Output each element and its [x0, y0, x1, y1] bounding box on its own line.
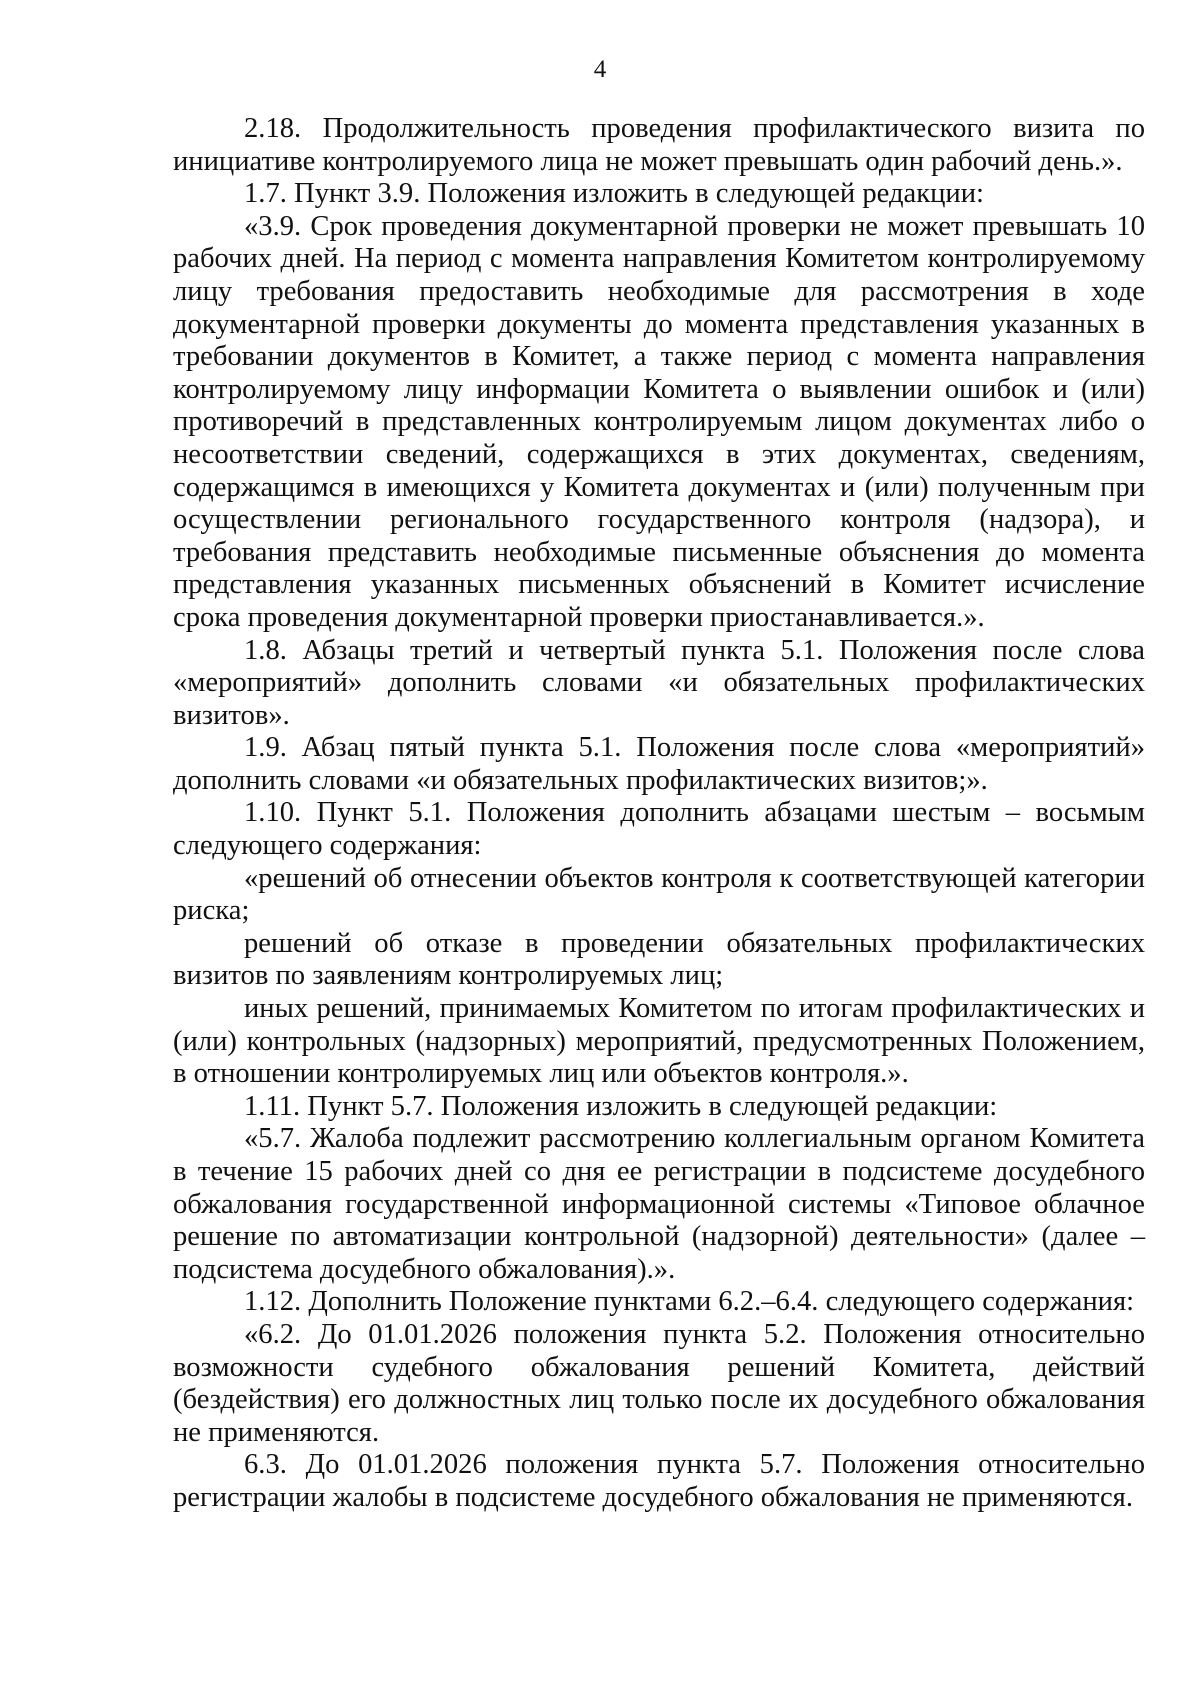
paragraph-3-9: «3.9. Срок проведения документарной проверки не может превышать 10 рабочих дней. На период с момента направления Комитетом контролируемому лицу требования предоставить необходимые для рассмотрения в ходе документарной проверки документы до момента представления указанных в требовании документов в Комитет, а также период с момента направления контролируемому лицу информации Комитета о выявлении ошибок и (или) противоречий в представленных контролируемым лицом документах либо о несоответствии сведений, содержащихся в этих документах, сведениям, содержащимся в имеющихся у Комитета документах и (или) полученным при осуществлении регионального государственного контроля (надзора), и требования представить необходимые письменные объяснения до момента представления указанных письменных объяснений в Комитет исчисление срока проведения документарной проверки приостанавливается.».: [173, 210, 1145, 633]
paragraph-1-11: 1.11. Пункт 5.7. Положения изложить в следующей редакции:: [244, 1090, 998, 1122]
document-body: [173, 113, 1145, 1515]
paragraph-1-10-item-2: решений об отказе в проведении обязательных профилактических визитов по заявлениям контролируемых лиц;: [173, 927, 1145, 992]
paragraph-1-8: 1.8. Абзацы третий и четвертый пункта 5.1. Положения после слова «мероприятий» дополнить словами «и обязательных профилактических визитов».: [173, 634, 1145, 731]
paragraph-1-10-item-1: «решений об отнесении объектов контроля к соответствующей категории риска;: [173, 862, 1145, 927]
paragraph-6-2: «6.2. До 01.01.2026 положения пункта 5.2. Положения относительно возможности судебного обжалования решений Комитета, действий (бездействия) его должностных лиц только после их досудебного обжалования не применяются.: [173, 1318, 1145, 1448]
paragraph-1-12: 1.12. Дополнить Положение пунктами 6.2.–6.4. следующего содержания:: [244, 1286, 1135, 1318]
paragraph-1-9: 1.9. Абзац пятый пункта 5.1. Положения после слова «мероприятий» дополнить словами «и обязательных профилактических визитов;».: [173, 732, 1145, 796]
paragraph-1-7: 1.7. Пункт 3.9. Положения изложить в следующей редакции:: [244, 178, 984, 210]
paragraph-1-10: 1.10. Пункт 5.1. Положения дополнить абзацами шестым – восьмым следующего содержания:: [173, 797, 1145, 862]
paragraph-5-7: «5.7. Жалоба подлежит рассмотрению коллегиальным органом Комитета в течение 15 рабочих дней со дня ее регистрации в подсистеме досудебного обжалования государственной информационной системы «Типовое облачное решение по автоматизации контрольной (надзорной) деятельности» (далее – подсистема досудебного обжалования).».: [173, 1123, 1145, 1285]
page-number: 4: [593, 56, 607, 83]
paragraph-6-3: 6.3. До 01.01.2026 положения пункта 5.7. Положения относительно регистрации жалобы в подсистеме досудебного обжалования не применяются.: [173, 1449, 1145, 1513]
paragraph-1-10-item-3: иных решений, принимаемых Комитетом по итогам профилактических и (или) контрольных (надзорных) мероприятий, предусмотренных Положением, в отношении контролируемых лиц или объектов контроля.».: [173, 993, 1145, 1090]
paragraph-2-18: 2.18. Продолжительность проведения профилактического визита по инициативе контролируемого лица не может превышать один рабочий день.».: [173, 113, 1145, 177]
